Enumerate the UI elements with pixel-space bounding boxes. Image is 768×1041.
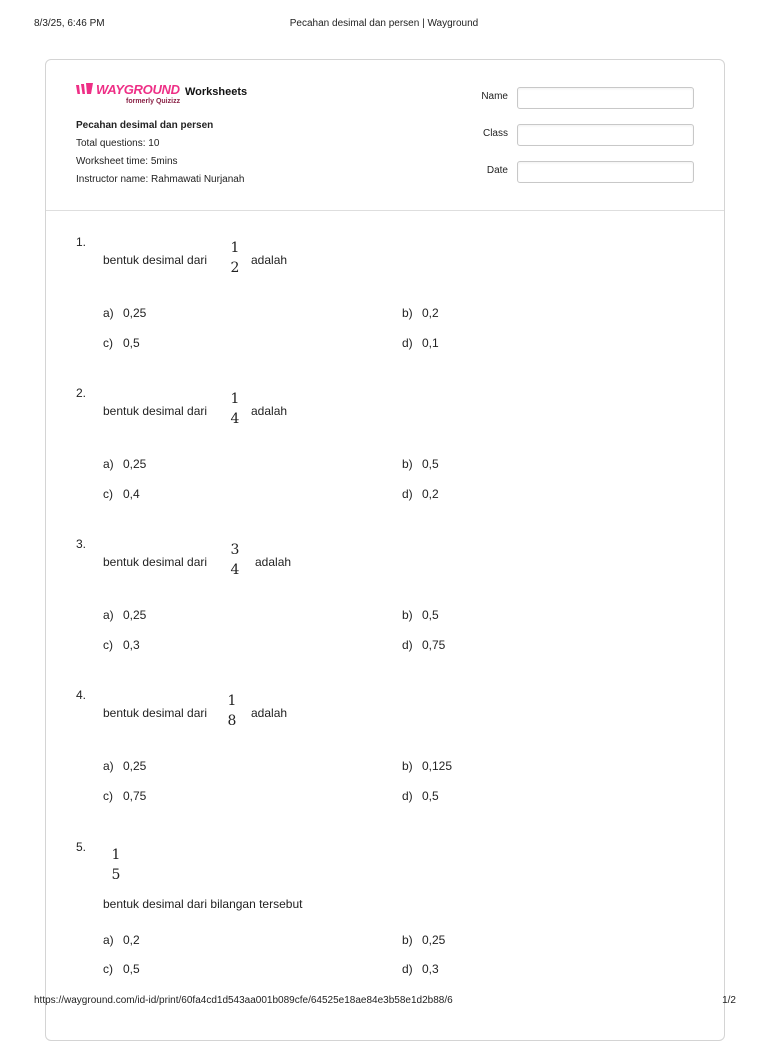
option-a <box>103 759 146 773</box>
instructor-name: Instructor name: Rahmawati Nurjanah <box>76 174 245 185</box>
print-footer <box>0 995 768 1007</box>
option-label: c) <box>103 638 113 652</box>
option-label: d) <box>402 336 413 350</box>
question-prefix: bentuk desimal dari <box>103 555 208 569</box>
option-b <box>402 933 445 947</box>
fraction <box>228 540 242 580</box>
question-prefix: bentuk desimal dari <box>103 404 208 418</box>
option-text: 0,3 <box>123 638 140 652</box>
option-label: c) <box>103 962 113 976</box>
option-d <box>402 962 439 976</box>
option-label: c) <box>103 336 113 350</box>
option-text: 0,75 <box>123 789 147 803</box>
option-text: 0,2 <box>422 487 439 501</box>
option-b <box>402 759 452 773</box>
option-label: a) <box>103 306 114 320</box>
class-field[interactable] <box>517 124 694 146</box>
option-label: c) <box>103 487 113 501</box>
fraction-numerator: 1 <box>230 240 240 256</box>
question-1 <box>46 235 724 385</box>
option-label: b) <box>402 759 413 773</box>
option-label: a) <box>103 933 114 947</box>
option-c <box>103 336 140 350</box>
date-label: Date <box>486 165 508 176</box>
question-suffix: adalah <box>251 404 288 418</box>
worksheet-title: Pecahan desimal dan persen <box>76 120 214 131</box>
option-text: 0,25 <box>123 608 147 622</box>
question-suffix: adalah <box>251 706 288 720</box>
print-url: https://wayground.com/id-id/print/60fa4cd1d543aa001b089cfe/64525e18ae84e3b58e1d2b88/6 <box>34 995 453 1006</box>
option-text: 0,5 <box>422 608 439 622</box>
name-field[interactable] <box>517 87 694 109</box>
fraction <box>228 238 242 278</box>
question-suffix: adalah <box>251 253 288 267</box>
logo-subtitle: formerly Quizizz <box>126 98 181 105</box>
fraction <box>228 389 242 429</box>
question-4 <box>46 688 724 838</box>
option-text: 0,5 <box>422 789 439 803</box>
question-5 <box>46 840 724 990</box>
option-label: a) <box>103 457 114 471</box>
option-text: 0,75 <box>422 638 446 652</box>
option-text: 0,1 <box>422 336 439 350</box>
option-text: 0,3 <box>422 962 439 976</box>
question-prefix: bentuk desimal dari <box>103 253 208 267</box>
question-2 <box>46 386 724 536</box>
fraction-numerator: 3 <box>230 542 240 558</box>
print-page-count: 1/2 <box>722 995 736 1006</box>
option-text: 0,5 <box>422 457 439 471</box>
option-text: 0,125 <box>422 759 453 773</box>
option-c <box>103 487 140 501</box>
worksheet-header <box>46 60 724 211</box>
option-text: 0,25 <box>422 933 446 947</box>
option-label: b) <box>402 608 413 622</box>
worksheet-card <box>45 59 725 1041</box>
option-d <box>402 487 439 501</box>
option-b <box>402 608 439 622</box>
wayground-logo <box>76 82 181 106</box>
total-questions: Total questions: 10 <box>76 138 160 149</box>
option-text: 0,4 <box>123 487 140 501</box>
option-d <box>402 638 445 652</box>
question-suffix: adalah <box>255 555 292 569</box>
option-c <box>103 789 146 803</box>
question-number: 2. <box>76 386 87 400</box>
option-text: 0,2 <box>422 306 439 320</box>
fraction-denominator: 5 <box>111 867 121 883</box>
date-field[interactable] <box>517 161 694 183</box>
worksheet-time: Worksheet time: 5mins <box>76 156 178 167</box>
option-b <box>402 457 439 471</box>
question-text: bentuk desimal dari bilangan tersebut <box>103 897 303 911</box>
option-d <box>402 789 439 803</box>
option-label: d) <box>402 789 413 803</box>
option-label: d) <box>402 638 413 652</box>
option-text: 0,5 <box>123 962 140 976</box>
fraction-numerator: 1 <box>227 693 237 709</box>
option-c <box>103 962 140 976</box>
print-datetime: 8/3/25, 6:46 PM <box>34 18 105 29</box>
print-header <box>0 18 768 30</box>
name-label: Name <box>481 91 508 102</box>
fraction-denominator: 4 <box>230 562 240 578</box>
option-label: c) <box>103 789 113 803</box>
option-label: b) <box>402 457 413 471</box>
option-a <box>103 306 146 320</box>
option-d <box>402 336 439 350</box>
question-number: 4. <box>76 688 87 702</box>
option-label: b) <box>402 306 413 320</box>
option-b <box>402 306 439 320</box>
fraction-denominator: 8 <box>227 713 237 729</box>
fraction <box>225 691 239 731</box>
option-label: a) <box>103 608 114 622</box>
option-text: 0,25 <box>123 759 147 773</box>
fraction <box>109 845 123 885</box>
worksheets-label: Worksheets <box>185 86 248 98</box>
fraction-denominator: 4 <box>230 411 240 427</box>
question-number: 3. <box>76 537 87 551</box>
option-label: d) <box>402 962 413 976</box>
option-text: 0,5 <box>123 336 140 350</box>
option-label: a) <box>103 759 114 773</box>
option-text: 0,25 <box>123 457 147 471</box>
print-page-title: Pecahan desimal dan persen | Wayground <box>289 18 479 29</box>
option-a <box>103 933 140 947</box>
fraction-numerator: 1 <box>111 847 121 863</box>
option-c <box>103 638 140 652</box>
option-a <box>103 608 146 622</box>
question-number: 5. <box>76 840 87 854</box>
wayground-logo-mark-icon <box>76 82 94 96</box>
fraction-denominator: 2 <box>230 260 240 276</box>
option-a <box>103 457 146 471</box>
fraction-numerator: 1 <box>230 391 240 407</box>
question-number: 1. <box>76 235 87 249</box>
option-label: d) <box>402 487 413 501</box>
question-prefix: bentuk desimal dari <box>103 706 208 720</box>
option-text: 0,25 <box>123 306 147 320</box>
option-text: 0,2 <box>123 933 140 947</box>
question-3 <box>46 537 724 687</box>
class-label: Class <box>482 128 508 139</box>
option-label: b) <box>402 933 413 947</box>
logo-wordmark: WAYGROUND <box>96 82 180 97</box>
